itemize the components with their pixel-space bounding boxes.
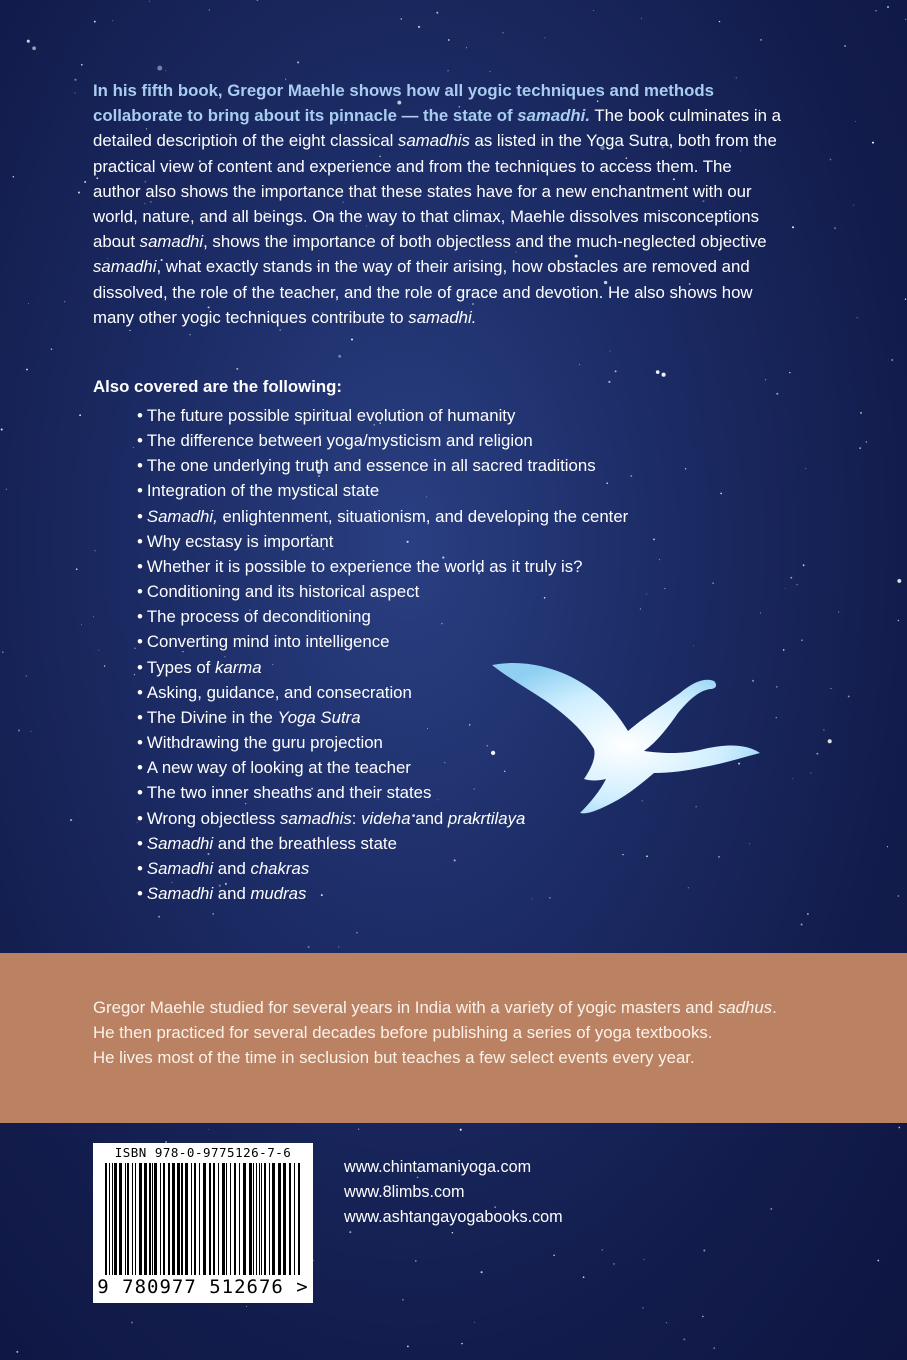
list-item: • A new way of looking at the teacher (137, 755, 628, 780)
list-item: • Conditioning and its historical aspect (137, 579, 628, 604)
description-lead: In his fifth book, Gregor Maehle shows how all yogic techniques and methods collaborate to bring about its pinnacle — the state of samadhi. (93, 81, 714, 126)
website-links (344, 1155, 563, 1231)
list-item: • Why ecstasy is important (137, 529, 628, 554)
isbn-barcode (93, 1143, 313, 1303)
website-link[interactable]: www.chintamaniyoga.com (344, 1158, 532, 1176)
list-item: • Samadhi and the breathless state (137, 831, 628, 856)
list-item: • The process of deconditioning (137, 604, 628, 629)
isbn-number: ISBN 978-0-9775126-7-6 (114, 1145, 292, 1160)
list-item: • Types of karma (137, 655, 628, 680)
list-item: • The difference between yoga/mysticism and religion (137, 428, 628, 453)
book-description: In his fifth book, Gregor Maehle shows how all yogic techniques and methods collaborate to bring about its pinnacle — the state of samadhi. The book culminates in a detailed description of the eight classical samadhis as listed in the Yoga Sutra, both from the practical view of content and experience and from the techniques to access them. The author also shows the importance that these states have for a new enchantment with our world, nature, and all beings. On the way to that climax, Maehle dissolves misconceptions about samadhi, shows the importance of both objectless and the much-neglected objective samadhi, what exactly stands in the way of their arising, how obstacles are removed and dissolved, the role of the teacher, and the role of grace and devotion. He also shows how many other yogic techniques contribute to samadhi. (93, 81, 781, 327)
flying-swan-icon (482, 645, 762, 820)
list-item: • Samadhi and chakras (137, 856, 628, 881)
list-item: • The Divine in the Yoga Sutra (137, 705, 628, 730)
list-item: • Integration of the mystical state (137, 478, 628, 503)
list-item: • Asking, guidance, and consecration (137, 680, 628, 705)
list-item: • Withdrawing the guru projection (137, 730, 628, 755)
barcode-bars (103, 1163, 303, 1275)
list-item: • Converting mind into intelligence (137, 629, 628, 654)
list-item: • Whether it is possible to experience the world as it truly is? (137, 554, 628, 579)
list-item: • Wrong objectless samadhis: videha and prakrtilaya (137, 806, 628, 831)
website-link[interactable]: www.ashtangayogabooks.com (344, 1208, 563, 1227)
covered-topics-heading: Also covered are the following: (93, 377, 342, 396)
list-item: • The future possible spiritual evolution of humanity (137, 403, 628, 428)
list-item: • The one underlying truth and essence in all sacred traditions (137, 453, 628, 478)
author-bio: Gregor Maehle studied for several years in India with a variety of yogic masters and sadhus. He then practiced for several decades before publishing a series of yoga textbooks. He lives most of the time in seclusion but teaches a few select events every year. (93, 998, 777, 1068)
list-item: • Samadhi and mudras (137, 881, 628, 906)
ean-digits: 9 780977 512676 > (97, 1276, 309, 1298)
list-item: • Samadhi, enlightenment, situationism, and developing the center (137, 504, 628, 529)
website-link[interactable]: www.8limbs.com (344, 1183, 465, 1202)
list-item: • The two inner sheaths and their states (137, 780, 628, 805)
